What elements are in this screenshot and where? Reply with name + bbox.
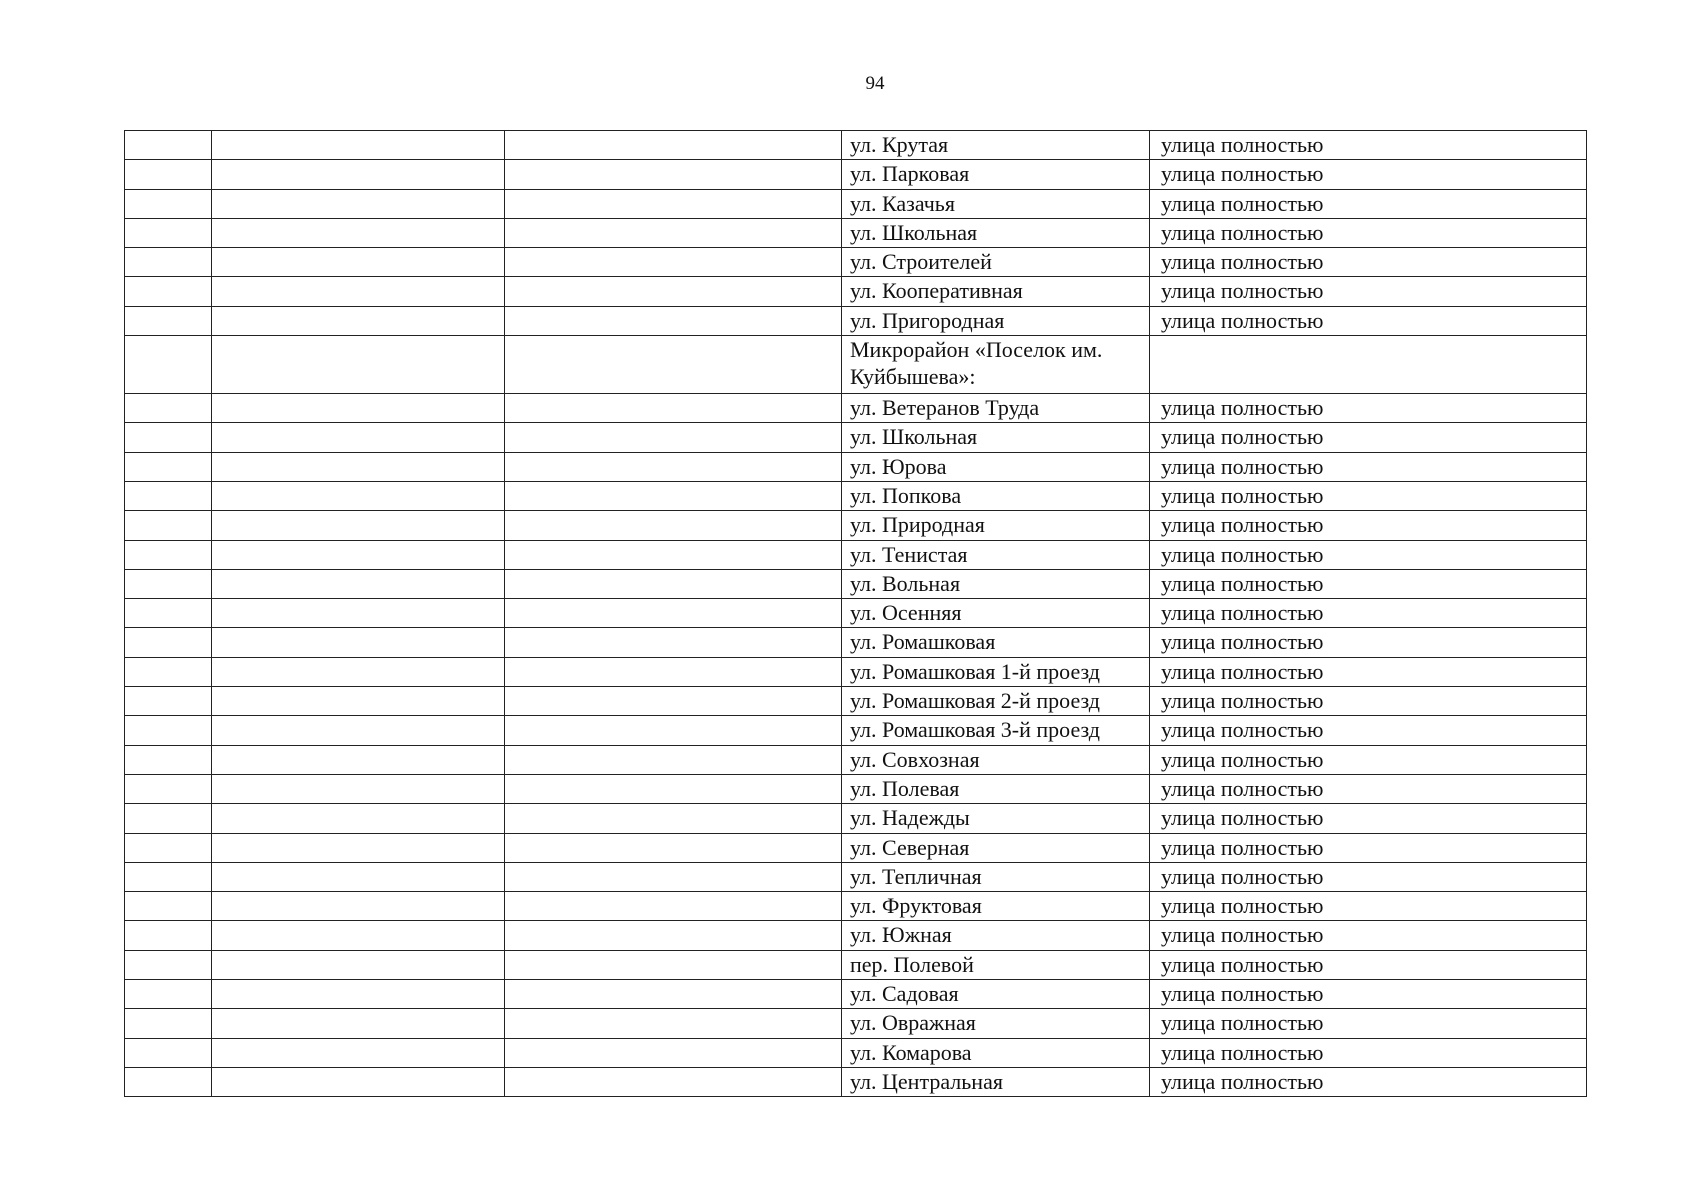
- cell-col-2: [212, 980, 505, 1009]
- table-row: [125, 540, 1587, 569]
- cell-col-2: [212, 921, 505, 950]
- cell-col-3: [505, 1009, 842, 1038]
- street-name-cell: ул. Ромашковая 3-й проезд: [842, 716, 1150, 745]
- coverage-note-cell: улица полностью: [1150, 569, 1587, 598]
- coverage-note-cell: улица полностью: [1150, 131, 1587, 160]
- table-row: [125, 1067, 1587, 1096]
- street-name-cell: ул. Казачья: [842, 189, 1150, 218]
- cell-col-2: [212, 452, 505, 481]
- cell-col-1: [125, 1067, 212, 1096]
- street-name-cell: ул. Надежды: [842, 804, 1150, 833]
- cell-col-3: [505, 628, 842, 657]
- cell-col-2: [212, 131, 505, 160]
- table-row: [125, 160, 1587, 189]
- coverage-note-cell: улица полностью: [1150, 1009, 1587, 1038]
- cell-col-2: [212, 277, 505, 306]
- table-row: [125, 277, 1587, 306]
- cell-col-2: [212, 833, 505, 862]
- cell-col-3: [505, 540, 842, 569]
- street-name-cell: ул. Полевая: [842, 774, 1150, 803]
- cell-col-1: [125, 189, 212, 218]
- cell-col-1: [125, 862, 212, 891]
- street-name-cell: ул. Тепличная: [842, 862, 1150, 891]
- cell-col-2: [212, 628, 505, 657]
- cell-col-2: [212, 394, 505, 423]
- street-name-cell: ул. Школьная: [842, 218, 1150, 247]
- table-row: [125, 921, 1587, 950]
- street-name-cell: ул. Ромашковая 1-й проезд: [842, 657, 1150, 686]
- coverage-note-cell: улица полностью: [1150, 540, 1587, 569]
- cell-col-1: [125, 481, 212, 510]
- cell-col-2: [212, 716, 505, 745]
- coverage-note-cell: улица полностью: [1150, 716, 1587, 745]
- cell-col-3: [505, 569, 842, 598]
- cell-col-3: [505, 511, 842, 540]
- cell-col-2: [212, 189, 505, 218]
- cell-col-1: [125, 628, 212, 657]
- cell-col-2: [212, 248, 505, 277]
- cell-col-1: [125, 892, 212, 921]
- cell-col-3: [505, 131, 842, 160]
- table-row: [125, 481, 1587, 510]
- cell-col-2: [212, 336, 505, 394]
- cell-col-1: [125, 540, 212, 569]
- cell-col-3: [505, 657, 842, 686]
- cell-col-2: [212, 862, 505, 891]
- coverage-note-cell: улица полностью: [1150, 189, 1587, 218]
- cell-col-3: [505, 804, 842, 833]
- cell-col-1: [125, 306, 212, 335]
- cell-col-3: [505, 394, 842, 423]
- table-row: [125, 862, 1587, 891]
- cell-col-2: [212, 481, 505, 510]
- cell-col-1: [125, 160, 212, 189]
- cell-col-3: [505, 248, 842, 277]
- table-row: [125, 452, 1587, 481]
- cell-col-2: [212, 540, 505, 569]
- cell-col-2: [212, 423, 505, 452]
- table-row: [125, 394, 1587, 423]
- table-row: [125, 892, 1587, 921]
- table-row: [125, 628, 1587, 657]
- table-row: [125, 511, 1587, 540]
- street-name-cell: ул. Осенняя: [842, 599, 1150, 628]
- table-row: [125, 804, 1587, 833]
- cell-col-2: [212, 1009, 505, 1038]
- street-name-cell: ул. Фруктовая: [842, 892, 1150, 921]
- street-name-cell: ул. Парковая: [842, 160, 1150, 189]
- coverage-note-cell: улица полностью: [1150, 599, 1587, 628]
- cell-col-1: [125, 218, 212, 247]
- street-name-cell: ул. Школьная: [842, 423, 1150, 452]
- table-row: [125, 687, 1587, 716]
- table-row: [125, 980, 1587, 1009]
- cell-col-2: [212, 1038, 505, 1067]
- cell-col-3: [505, 277, 842, 306]
- coverage-note-cell: улица полностью: [1150, 833, 1587, 862]
- table-row: [125, 189, 1587, 218]
- cell-col-2: [212, 599, 505, 628]
- street-name-cell: ул. Кооперативная: [842, 277, 1150, 306]
- table-row: [125, 1009, 1587, 1038]
- cell-col-3: [505, 687, 842, 716]
- street-name-cell: ул. Ромашковая: [842, 628, 1150, 657]
- cell-col-3: [505, 306, 842, 335]
- cell-col-2: [212, 306, 505, 335]
- coverage-note-cell: улица полностью: [1150, 277, 1587, 306]
- cell-col-1: [125, 1009, 212, 1038]
- street-name-cell: ул. Вольная: [842, 569, 1150, 598]
- cell-col-3: [505, 892, 842, 921]
- cell-col-2: [212, 1067, 505, 1096]
- cell-col-3: [505, 774, 842, 803]
- table-row: [125, 599, 1587, 628]
- coverage-note-cell: улица полностью: [1150, 745, 1587, 774]
- coverage-note-cell: [1150, 336, 1587, 394]
- street-name-cell: ул. Попкова: [842, 481, 1150, 510]
- cell-col-2: [212, 745, 505, 774]
- cell-col-3: [505, 950, 842, 979]
- coverage-note-cell: улица полностью: [1150, 628, 1587, 657]
- coverage-note-cell: улица полностью: [1150, 452, 1587, 481]
- cell-col-2: [212, 657, 505, 686]
- cell-col-1: [125, 131, 212, 160]
- coverage-note-cell: улица полностью: [1150, 687, 1587, 716]
- street-name-cell: ул. Тенистая: [842, 540, 1150, 569]
- table-row: [125, 569, 1587, 598]
- table-row: [125, 306, 1587, 335]
- street-name-cell: ул. Северная: [842, 833, 1150, 862]
- coverage-note-cell: улица полностью: [1150, 980, 1587, 1009]
- street-name-cell: ул. Комарова: [842, 1038, 1150, 1067]
- cell-col-2: [212, 774, 505, 803]
- cell-col-3: [505, 1067, 842, 1096]
- street-name-cell: ул. Ромашковая 2-й проезд: [842, 687, 1150, 716]
- coverage-note-cell: улица полностью: [1150, 950, 1587, 979]
- street-name-cell: ул. Южная: [842, 921, 1150, 950]
- street-name-cell: ул. Овражная: [842, 1009, 1150, 1038]
- cell-col-2: [212, 160, 505, 189]
- cell-col-1: [125, 336, 212, 394]
- street-name-cell: ул. Пригородная: [842, 306, 1150, 335]
- cell-col-1: [125, 1038, 212, 1067]
- cell-col-1: [125, 745, 212, 774]
- table-row: [125, 745, 1587, 774]
- coverage-note-cell: улица полностью: [1150, 511, 1587, 540]
- street-name-cell: ул. Центральная: [842, 1067, 1150, 1096]
- cell-col-1: [125, 833, 212, 862]
- cell-col-1: [125, 980, 212, 1009]
- coverage-note-cell: улица полностью: [1150, 306, 1587, 335]
- coverage-note-cell: улица полностью: [1150, 1038, 1587, 1067]
- coverage-note-cell: улица полностью: [1150, 921, 1587, 950]
- table-row: [125, 131, 1587, 160]
- cell-col-3: [505, 336, 842, 394]
- cell-col-1: [125, 511, 212, 540]
- coverage-note-cell: улица полностью: [1150, 160, 1587, 189]
- table-row: [125, 950, 1587, 979]
- cell-col-1: [125, 950, 212, 979]
- cell-col-2: [212, 950, 505, 979]
- street-name-cell: ул. Ветеранов Труда: [842, 394, 1150, 423]
- street-name-cell: ул. Юрова: [842, 452, 1150, 481]
- coverage-note-cell: улица полностью: [1150, 394, 1587, 423]
- cell-col-3: [505, 921, 842, 950]
- cell-col-1: [125, 569, 212, 598]
- cell-col-3: [505, 599, 842, 628]
- cell-col-1: [125, 774, 212, 803]
- table-row: [125, 774, 1587, 803]
- cell-col-3: [505, 716, 842, 745]
- cell-col-3: [505, 1038, 842, 1067]
- street-table-body: [125, 131, 1587, 1097]
- street-name-cell: ул. Совхозная: [842, 745, 1150, 774]
- cell-col-3: [505, 160, 842, 189]
- cell-col-3: [505, 189, 842, 218]
- cell-col-3: [505, 745, 842, 774]
- coverage-note-cell: улица полностью: [1150, 248, 1587, 277]
- coverage-note-cell: улица полностью: [1150, 481, 1587, 510]
- cell-col-3: [505, 218, 842, 247]
- page-number: 94: [865, 73, 885, 94]
- cell-col-2: [212, 511, 505, 540]
- table-row: [125, 218, 1587, 247]
- cell-col-2: [212, 218, 505, 247]
- cell-col-3: [505, 980, 842, 1009]
- coverage-note-cell: улица полностью: [1150, 1067, 1587, 1096]
- coverage-note-cell: улица полностью: [1150, 804, 1587, 833]
- cell-col-3: [505, 862, 842, 891]
- cell-col-1: [125, 248, 212, 277]
- cell-col-1: [125, 394, 212, 423]
- cell-col-3: [505, 481, 842, 510]
- table-row: [125, 423, 1587, 452]
- street-name-cell: ул. Строителей: [842, 248, 1150, 277]
- table-row: [125, 833, 1587, 862]
- cell-col-3: [505, 423, 842, 452]
- cell-col-3: [505, 833, 842, 862]
- table-row: [125, 248, 1587, 277]
- cell-col-1: [125, 687, 212, 716]
- cell-col-1: [125, 804, 212, 833]
- table-row: [125, 657, 1587, 686]
- cell-col-3: [505, 452, 842, 481]
- cell-col-1: [125, 452, 212, 481]
- table-row: [125, 336, 1587, 394]
- street-table: [124, 130, 1587, 1097]
- cell-col-2: [212, 892, 505, 921]
- coverage-note-cell: улица полностью: [1150, 218, 1587, 247]
- street-name-cell: ул. Садовая: [842, 980, 1150, 1009]
- coverage-note-cell: улица полностью: [1150, 423, 1587, 452]
- cell-col-1: [125, 599, 212, 628]
- coverage-note-cell: улица полностью: [1150, 862, 1587, 891]
- cell-col-1: [125, 921, 212, 950]
- cell-col-2: [212, 687, 505, 716]
- cell-col-1: [125, 657, 212, 686]
- street-name-cell: Микрорайон «Поселок им. Куйбышева»:: [842, 336, 1150, 394]
- cell-col-1: [125, 423, 212, 452]
- cell-col-2: [212, 569, 505, 598]
- coverage-note-cell: улица полностью: [1150, 892, 1587, 921]
- coverage-note-cell: улица полностью: [1150, 657, 1587, 686]
- cell-col-1: [125, 716, 212, 745]
- coverage-note-cell: улица полностью: [1150, 774, 1587, 803]
- street-name-cell: ул. Крутая: [842, 131, 1150, 160]
- table-row: [125, 1038, 1587, 1067]
- table-row: [125, 716, 1587, 745]
- street-name-cell: пер. Полевой: [842, 950, 1150, 979]
- cell-col-2: [212, 804, 505, 833]
- cell-col-1: [125, 277, 212, 306]
- street-name-cell: ул. Природная: [842, 511, 1150, 540]
